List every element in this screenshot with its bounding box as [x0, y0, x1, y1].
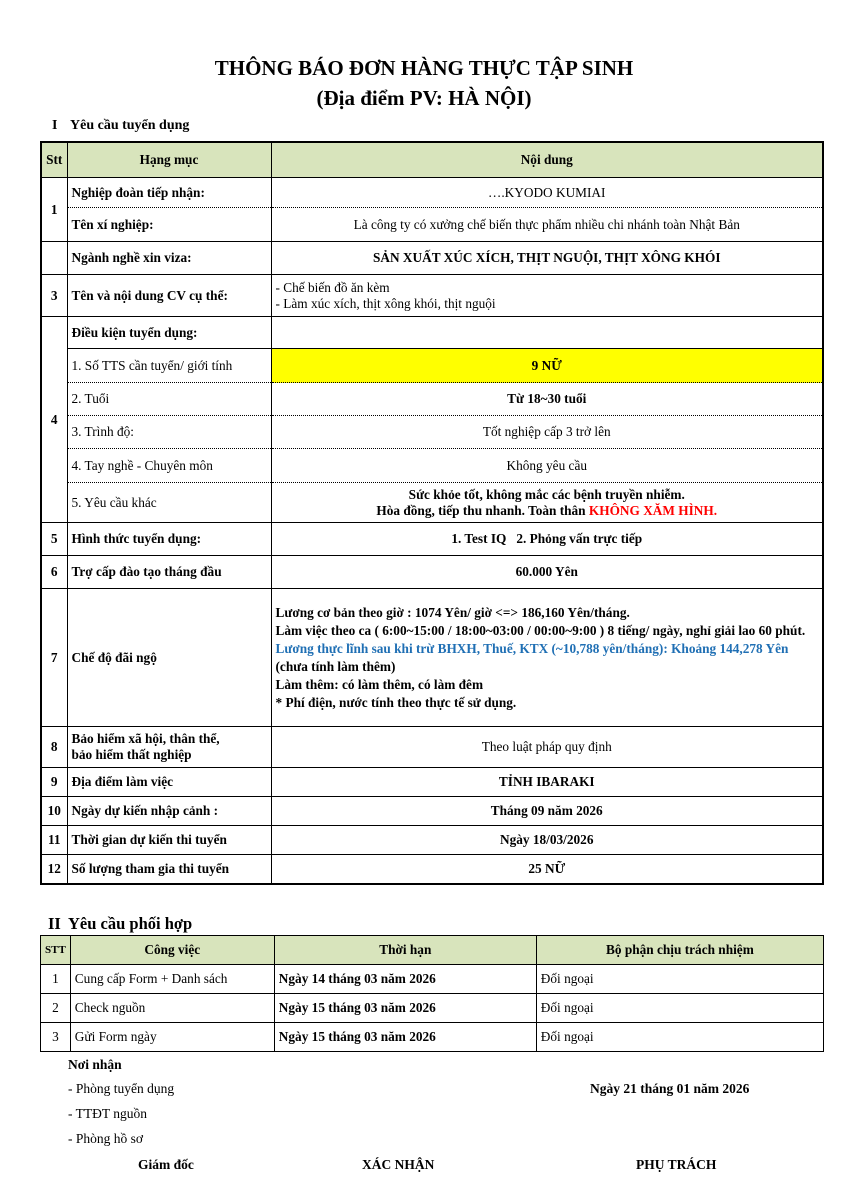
- benefit-line: [276, 640, 819, 676]
- recipient-item: - Phòng hồ sơ: [68, 1131, 144, 1146]
- header-content: Nội dung: [271, 142, 823, 178]
- document-title: THÔNG BÁO ĐƠN HÀNG THỰC TẬP SINH: [214, 56, 634, 80]
- row-stt: 1: [41, 178, 67, 242]
- net-salary-text: Lương thực lĩnh sau khi trừ BHXH, Thuế, KTX (~10,788 yên/tháng): Khoảng 144,278 Yên: [275, 640, 789, 656]
- conditions-value: [271, 317, 823, 349]
- form-value: 1. Test IQ 2. Phỏng vấn trực tiếp: [271, 523, 823, 556]
- age-label: 2. Tuổi: [67, 383, 271, 416]
- job-label: Tên và nội dung CV cụ thể:: [67, 275, 271, 317]
- quantity-label: 1. Số TTS cần tuyển/ giới tính: [67, 349, 271, 383]
- other-line: [276, 503, 819, 519]
- exam-value: Ngày 18/03/2026: [271, 826, 823, 855]
- row-stt: 10: [41, 797, 67, 826]
- union-label: Nghiệp đoàn tiếp nhận:: [67, 178, 271, 208]
- row-stt: 6: [41, 556, 67, 589]
- task-deadline: Ngày 14 tháng 03 năm 2026: [274, 965, 536, 994]
- document-subtitle: (Địa điểm PV: HÀ NỘI): [316, 86, 532, 110]
- other-line-text: Hòa đồng, tiếp thu nhanh. Toàn thân: [376, 502, 589, 518]
- task-stt: 1: [41, 965, 71, 994]
- task-department: Đối ngoại: [536, 965, 823, 994]
- benefit-note: (chưa tính làm thêm): [275, 658, 396, 674]
- company-value: Là công ty có xưởng chế biến thực phẩm nhiều chi nhánh toàn Nhật Bản: [271, 208, 823, 242]
- task-name: Cung cấp Form + Danh sách: [70, 965, 274, 994]
- task-department: Đối ngoại: [536, 1023, 823, 1052]
- industry-label: Ngành nghề xin viza:: [67, 242, 271, 275]
- section-1-heading: [52, 118, 189, 134]
- task-name: Gửi Form ngày: [70, 1023, 274, 1052]
- header-department: Bộ phận chịu trách nhiệm: [536, 936, 823, 965]
- no-tattoo-warning: KHÔNG XĂM HÌNH.: [588, 502, 718, 518]
- industry-value: SẢN XUẤT XÚC XÍCH, THỊT NGUỘI, THỊT XÔNG KHÓI: [271, 242, 823, 275]
- count-label: Số lượng tham gia thi tuyển: [67, 855, 271, 884]
- row-stt: 12: [41, 855, 67, 884]
- insurance-label-line: Bảo hiểm xã hội, thân thể,: [71, 731, 220, 746]
- row-stt: [41, 242, 67, 275]
- header-deadline: Thời hạn: [274, 936, 536, 965]
- insurance-label-line: bảo hiểm thất nghiệp: [71, 747, 192, 762]
- header-category: Hạng mục: [67, 142, 271, 178]
- entry-value: Tháng 09 năm 2026: [271, 797, 823, 826]
- other-label: 5. Yêu cầu khác: [67, 483, 271, 523]
- header-stt: STT: [41, 936, 71, 965]
- sign-confirm: XÁC NHẬN: [362, 1157, 435, 1172]
- section-2-heading: [48, 914, 192, 934]
- task-deadline: Ngày 15 tháng 03 năm 2026: [274, 1023, 536, 1052]
- row-stt: 3: [41, 275, 67, 317]
- sign-director: Giám đốc: [138, 1157, 194, 1172]
- count-value: 25 NỮ: [271, 855, 823, 884]
- header-task: Công việc: [70, 936, 274, 965]
- task-stt: 3: [41, 1023, 71, 1052]
- job-line: - Chế biến đồ ăn kèm: [275, 279, 390, 295]
- allowance-label: Trợ cấp đào tạo tháng đầu: [67, 556, 271, 589]
- benefit-line: Lương cơ bản theo giờ : 1074 Yên/ giờ <=> 186,160 Yên/tháng.: [275, 604, 630, 620]
- job-line: - Làm xúc xích, thịt xông khói, thịt nguội: [275, 295, 496, 311]
- workplace-value: TỈNH IBARAKI: [271, 768, 823, 797]
- coordination-table: [40, 935, 824, 1052]
- allowance-value: 60.000 Yên: [271, 556, 823, 589]
- education-label: 3. Trình độ:: [67, 416, 271, 449]
- skill-label: 4. Tay nghề - Chuyên môn: [67, 449, 271, 483]
- other-value: [271, 483, 823, 523]
- task-department: Đối ngoại: [536, 994, 823, 1023]
- job-content: [271, 275, 823, 317]
- exam-label: Thời gian dự kiến thi tuyển: [67, 826, 271, 855]
- insurance-value: Theo luật pháp quy định: [271, 727, 823, 768]
- header-stt: Stt: [41, 142, 67, 178]
- task-stt: 2: [41, 994, 71, 1023]
- insurance-label: [67, 727, 271, 768]
- benefit-label: Chế độ đãi ngộ: [67, 589, 271, 727]
- company-label: Tên xí nghiệp:: [67, 208, 271, 242]
- quantity-value: 9 NỮ: [271, 349, 823, 383]
- section-1-title: Yêu cầu tuyển dụng: [70, 118, 190, 133]
- section-2-number: II: [48, 914, 61, 933]
- task-name: Check nguồn: [70, 994, 274, 1023]
- workplace-label: Địa điểm làm việc: [67, 768, 271, 797]
- recipient-item: - Phòng tuyển dụng: [68, 1081, 175, 1096]
- row-stt: 4: [41, 317, 67, 523]
- skill-value: Không yêu cầu: [271, 449, 823, 483]
- education-value: Tốt nghiệp cấp 3 trở lên: [271, 416, 823, 449]
- form-label: Hình thức tuyển dụng:: [67, 523, 271, 556]
- conditions-label: Điều kiện tuyển dụng:: [67, 317, 271, 349]
- other-line: Sức khỏe tốt, không mắc các bệnh truyền nhiễm.: [408, 486, 685, 502]
- row-stt: 5: [41, 523, 67, 556]
- sign-in-charge: PHỤ TRÁCH: [636, 1157, 717, 1172]
- union-value: ….KYODO KUMIAI: [271, 178, 823, 208]
- benefit-content: [271, 589, 823, 727]
- row-stt: 7: [41, 589, 67, 727]
- benefit-line: Làm thêm: có làm thêm, có làm đêm: [275, 676, 484, 692]
- row-stt: 9: [41, 768, 67, 797]
- issue-date: Ngày 21 tháng 01 năm 2026: [590, 1081, 750, 1096]
- task-deadline: Ngày 15 tháng 03 năm 2026: [274, 994, 536, 1023]
- recipient-item: - TTĐT nguồn: [68, 1106, 147, 1121]
- row-stt: 8: [41, 727, 67, 768]
- recruitment-requirements-table: [40, 141, 824, 885]
- benefit-line: * Phí điện, nước tính theo thực tế sử dụng.: [275, 694, 517, 710]
- section-2-title: Yêu cầu phối hợp: [68, 914, 193, 933]
- section-1-number: I: [52, 118, 58, 133]
- age-value: Từ 18~30 tuổi: [271, 383, 823, 416]
- entry-label: Ngày dự kiến nhập cảnh :: [67, 797, 271, 826]
- recipients-title: Nơi nhận: [68, 1057, 122, 1072]
- benefit-line: Làm việc theo ca ( 6:00~15:00 / 18:00~03:00 / 00:00~9:00 ) 8 tiếng/ ngày, nghỉ giải lao 60 phút.: [275, 622, 806, 638]
- row-stt: 11: [41, 826, 67, 855]
